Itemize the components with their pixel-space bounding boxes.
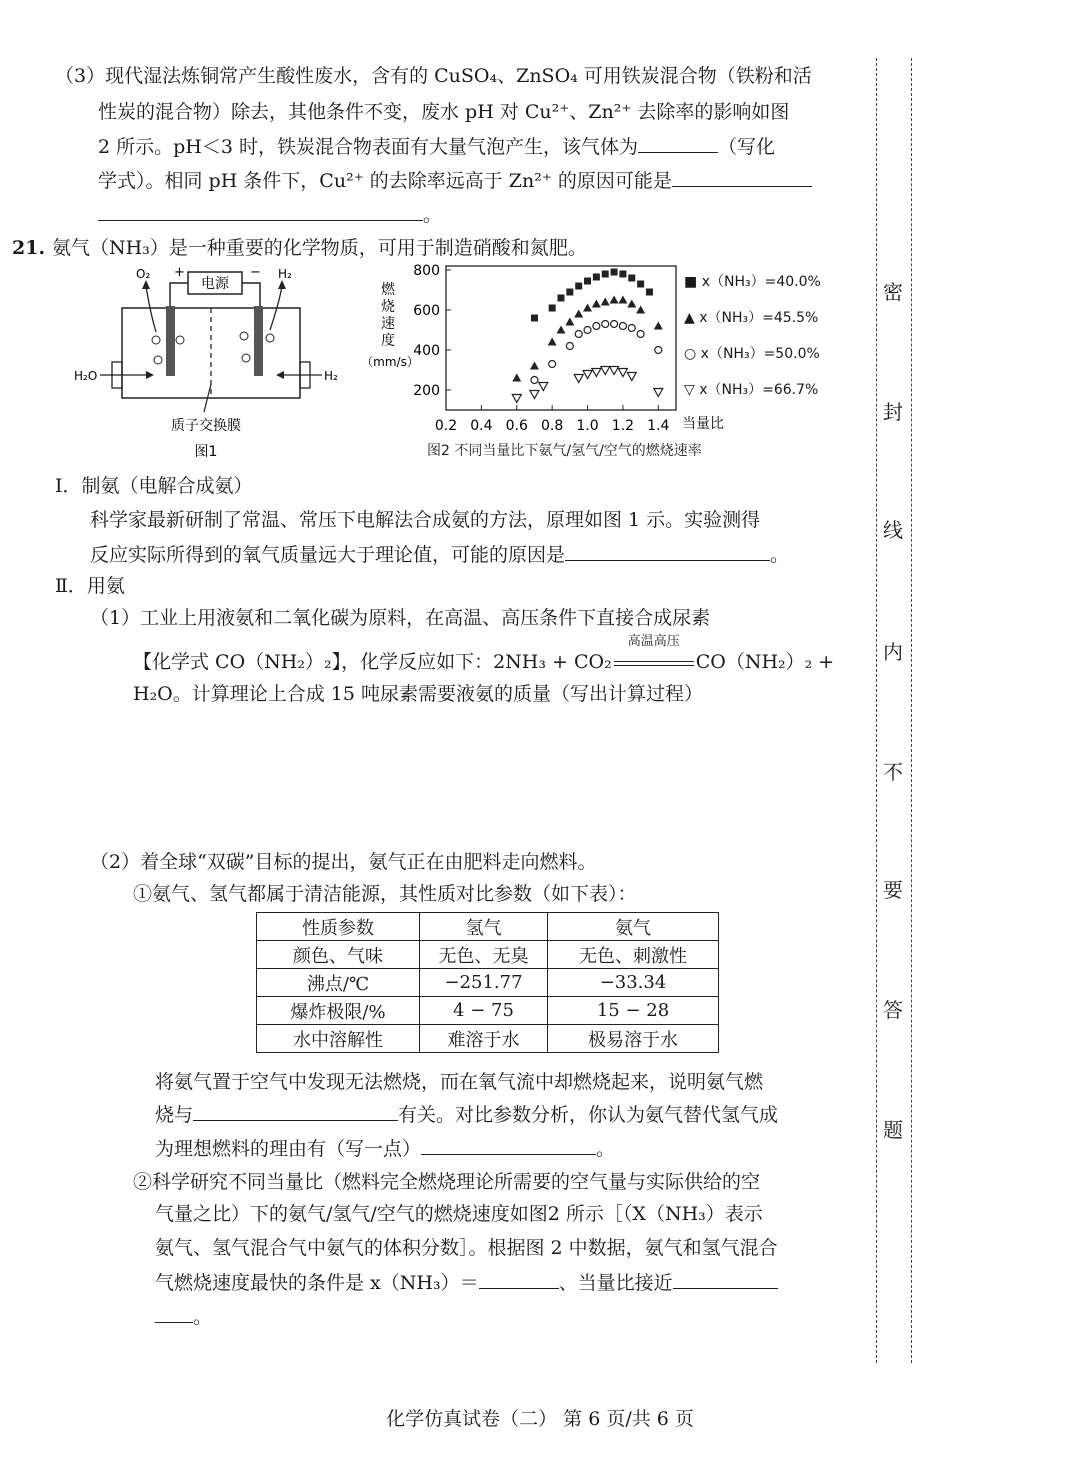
q20-3-line4: 学式）。相同 pH 条件下，Cu²⁺ 的去除率远高于 Zn²⁺ 的原因可能是: [98, 166, 812, 195]
data-point-66: [512, 395, 521, 403]
data-point-50: [584, 327, 591, 334]
part1-line2: 反应实际所得到的氧气质量远大于理论值，可能的原因是 。: [90, 540, 789, 569]
x-tick-label: 0.2: [434, 418, 458, 434]
label-o2: O₂: [136, 267, 151, 281]
data-point-45: [530, 362, 539, 370]
answer-blank-fuel-reason[interactable]: [421, 1134, 596, 1155]
answer-blank-gas[interactable]: [638, 132, 718, 153]
data-point-45: [512, 374, 521, 382]
data-point-50: [531, 377, 538, 384]
data-point-66: [618, 369, 627, 377]
data-point-45: [583, 304, 592, 312]
legend-item-40: ■ x（NH₃）=40.0%: [684, 274, 821, 290]
data-point-66: [627, 373, 636, 381]
data-point-45: [636, 306, 645, 314]
x-tick-label: 0.8: [541, 418, 564, 434]
seal-char: 不: [880, 756, 906, 785]
data-point-40: [593, 274, 600, 281]
power-source-label: 电源: [201, 276, 229, 292]
y-tick-label: 400: [413, 343, 440, 359]
data-point-45: [574, 310, 583, 318]
data-point-40: [584, 278, 591, 285]
data-point-66: [583, 371, 592, 379]
figure-1-caption: 图1: [194, 444, 218, 460]
data-point-45: [601, 298, 610, 306]
data-point-40: [611, 269, 618, 276]
data-point-45: [548, 338, 557, 346]
x-tick-label: 1.2: [611, 418, 635, 434]
y-axis-label-char: 速: [381, 316, 395, 332]
table-cell: 极易溶于水: [548, 1025, 719, 1053]
table-row: [257, 969, 719, 997]
cathode: [254, 306, 263, 376]
seal-char: 题: [880, 1114, 906, 1143]
label-h2-top: H₂: [278, 267, 292, 281]
bubble: [240, 332, 248, 340]
data-point-40: [628, 275, 635, 282]
legend-item-45: ▲ x（NH₃）=45.5%: [684, 310, 819, 326]
seal-strip: [876, 58, 912, 1363]
table-cell: 难溶于水: [420, 1025, 548, 1053]
p2-line7: 气量之比）下的氨气/氢气/空气的燃烧速度如图2 所示［（X（NH₃）表示: [155, 1203, 763, 1225]
plus-sign: +: [174, 265, 185, 280]
x-tick-label: 0.6: [505, 418, 528, 434]
table-cell: 颜色、气味: [257, 941, 420, 969]
p1-line3: H₂O。计算理论上合成 15 吨尿素需要液氨的质量（写出计算过程）: [133, 683, 704, 705]
data-point-40: [549, 305, 556, 312]
reaction-arrow: [612, 634, 696, 676]
wire-left: [170, 283, 188, 308]
answer-blank-oxygen[interactable]: [565, 540, 770, 561]
data-point-66: [530, 391, 539, 399]
data-point-50: [549, 361, 556, 368]
answer-blank-reason[interactable]: [672, 166, 812, 187]
legend-item-50: ○ x（NH₃）=50.0%: [684, 346, 820, 362]
table-cell: −251.77: [420, 969, 548, 997]
data-point-50: [566, 343, 573, 350]
y-axis-label-char: 烧: [381, 299, 395, 315]
data-point-40: [558, 295, 565, 302]
question-number: 21.: [12, 237, 46, 259]
properties-table: [256, 912, 719, 1053]
data-point-40: [619, 271, 626, 278]
table-header-cell: 性质参数: [257, 913, 420, 941]
data-point-66: [539, 383, 548, 391]
y-axis-label-char: 燃: [381, 282, 395, 298]
data-point-40: [637, 281, 644, 288]
anode: [166, 306, 175, 376]
p2-line4: 烧与 有关。对比参数分析，你认为氨气替代氢气成: [155, 1100, 778, 1129]
seal-char: 要: [880, 874, 906, 903]
label-h2o: H₂O: [74, 369, 98, 383]
bubble: [154, 356, 162, 364]
data-point-66: [654, 389, 663, 397]
data-point-50: [619, 323, 626, 330]
answer-blank-ratio[interactable]: [673, 1268, 778, 1289]
table-row: [257, 941, 719, 969]
p2-line3: 将氨气置于空气中发现无法燃烧，而在氧气流中却燃烧起来，说明氨气燃: [155, 1071, 764, 1093]
y-axis-unit: （mm/s）: [361, 355, 419, 369]
table-row: [257, 997, 719, 1025]
data-point-45: [565, 318, 574, 326]
data-point-50: [575, 331, 582, 338]
p2-line5: 为理想燃料的理由有（写一点） 。: [155, 1134, 615, 1163]
table-cell: 15 − 28: [548, 997, 719, 1025]
p1-line2: 【化学式 CO（NH₂）₂】，化学反应如下：2NH₃ + CO₂ 高温高压 CO（NH₂）₂ +: [133, 648, 834, 676]
y-tick-label: 200: [413, 383, 440, 399]
label-h2-right: H₂: [324, 369, 338, 383]
p2-line6: ②科学研究不同当量比（燃料完全燃烧理论所需要的空气量与实际供给的空: [133, 1171, 761, 1193]
p2-line1: （2）着全球“双碳”目标的提出，氨气正在由肥料走向燃料。: [90, 851, 597, 873]
seal-char: 答: [880, 994, 906, 1023]
membrane-label: 质子交换膜: [171, 418, 241, 434]
p2-line2: ①氨气、氢气都属于清洁能源，其性质对比参数（如下表）：: [133, 883, 637, 905]
answer-blank-combustion[interactable]: [193, 1100, 398, 1121]
y-tick-label: 600: [413, 303, 440, 319]
seal-char: 密: [880, 276, 906, 305]
page-footer: 化学仿真试卷（二） 第 6 页/共 6 页: [386, 1408, 694, 1430]
table-cell: 沸点/℃: [257, 969, 420, 997]
table-cell: 无色、无臭: [420, 941, 548, 969]
data-point-40: [566, 289, 573, 296]
q20-3-line1: （3）现代湿法炼铜常产生酸性废水，含有的 CuSO₄、ZnSO₄ 可用铁炭混合物（铁粉和活: [55, 65, 812, 87]
answer-blank-reason-cont[interactable]: [98, 200, 423, 221]
data-point-45: [654, 322, 663, 330]
y-axis-label-char: 度: [381, 333, 395, 349]
bubble: [176, 336, 184, 344]
data-point-45: [592, 300, 601, 308]
data-point-66: [592, 369, 601, 377]
x-tick-label: 0.4: [470, 418, 493, 434]
part1-title: Ⅰ．制氨（电解合成氨）: [55, 475, 253, 497]
x-axis-label: 当量比: [682, 416, 724, 432]
data-point-50: [655, 347, 662, 354]
bubble: [152, 336, 160, 344]
figure-2-caption: 图2 不同当量比下氨气/氢气/空气的燃烧速率: [427, 443, 702, 459]
data-point-40: [575, 283, 582, 290]
table-row: [257, 1025, 719, 1053]
table-cell: 4 − 75: [420, 997, 548, 1025]
q20-3-line2: 性炭的混合物）除去，其他条件不变，废水 pH 对 Cu²⁺、Zn²⁺ 去除率的影响如图: [98, 101, 790, 123]
data-point-50: [611, 321, 618, 328]
q21-intro: 氨气（NH₃）是一种重要的化学物质，可用于制造硝酸和氮肥。: [52, 237, 587, 259]
data-point-66: [574, 375, 583, 383]
q20-3-line5: 。: [98, 200, 442, 229]
part1-line1: 科学家最新研制了常温、常压下电解法合成氨的方法，原理如图 1 示。实验测得: [90, 509, 761, 531]
data-point-66: [601, 367, 610, 375]
part2-title: Ⅱ．用氨: [55, 575, 125, 597]
table-cell: 爆炸极限/%: [257, 997, 420, 1025]
data-point-45: [610, 296, 619, 304]
answer-blank-ratio-cont[interactable]: [155, 1302, 193, 1323]
wire-right: [242, 283, 260, 308]
legend-item-66: ▽ x（NH₃）=66.7%: [684, 382, 819, 398]
p2-line9: 气燃烧速度最快的条件是 x（NH₃）＝ 、当量比接近: [155, 1268, 778, 1297]
minus-sign: −: [250, 265, 261, 280]
bubble: [266, 334, 274, 342]
y-tick-label: 800: [413, 263, 440, 279]
data-point-45: [627, 300, 636, 308]
table-header-cell: 氢气: [420, 913, 548, 941]
seal-char: 内: [880, 636, 906, 665]
data-point-45: [557, 326, 566, 334]
p2-line10: 。: [155, 1302, 212, 1331]
x-tick-label: 1.0: [576, 418, 599, 434]
bubble: [242, 354, 250, 362]
data-point-40: [531, 315, 538, 322]
data-point-50: [602, 321, 609, 328]
figure-1-electrolysis: [70, 262, 350, 462]
x-tick-label: 1.4: [647, 418, 670, 434]
data-point-40: [602, 271, 609, 278]
q20-3-line3: 2 所示。pH＜3 时，铁炭混合物表面有大量气泡产生，该气体为 （写化: [98, 132, 775, 161]
data-point-50: [593, 323, 600, 330]
data-point-50: [628, 325, 635, 332]
table-header-cell: 氨气: [548, 913, 719, 941]
table-cell: −33.34: [548, 969, 719, 997]
seal-char: 线: [880, 514, 906, 543]
table-cell: 无色、刺激性: [548, 941, 719, 969]
answer-blank-xnh3[interactable]: [479, 1268, 559, 1289]
data-point-50: [637, 331, 644, 338]
p2-line8: 氨气、氢气混合气中氨气的体积分数］。根据图 2 中数据，氨气和氢气混合: [155, 1237, 778, 1259]
reaction-condition: 高温高压: [627, 634, 680, 649]
figure-2-chart: [361, 258, 724, 438]
p1-line1: （1）工业上用液氨和二氧化碳为原料，在高温、高压条件下直接合成尿素: [90, 607, 711, 629]
data-point-40: [646, 289, 653, 296]
seal-char: 封: [880, 396, 906, 425]
data-point-45: [618, 296, 627, 304]
table-cell: 水中溶解性: [257, 1025, 420, 1053]
data-point-66: [610, 367, 619, 375]
table-header-row: [257, 913, 719, 941]
